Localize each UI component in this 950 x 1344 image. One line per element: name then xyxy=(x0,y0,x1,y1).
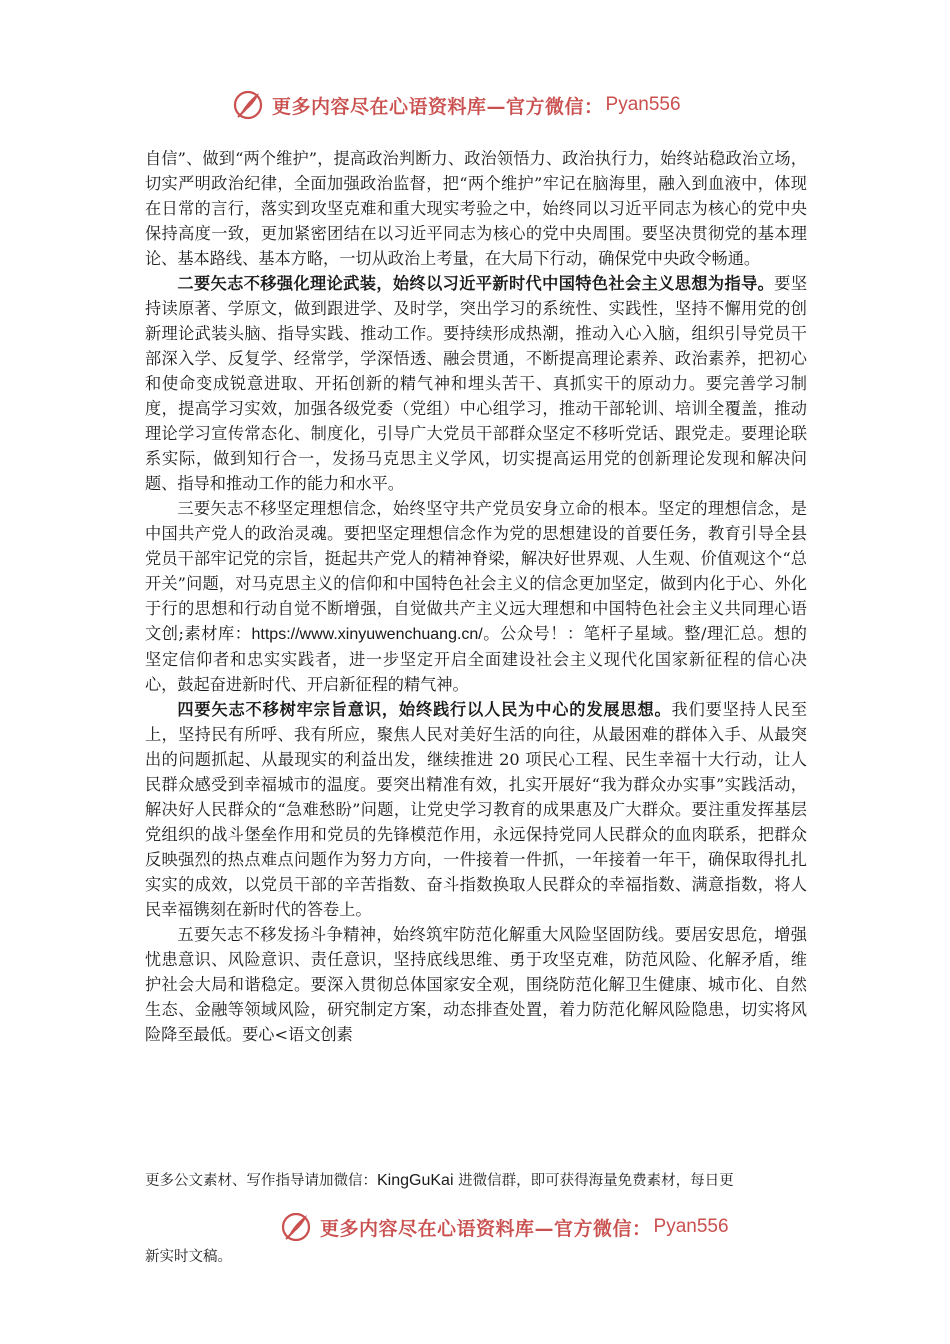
paragraph-5: 五要矢志不移发扬斗争精神，始终筑牢防范化解重大风险坚固防线。要居安思危，增强忧患意识、风险意识、责任意识，坚持底线思维、勇于攻坚克难，防范风险、化解矛盾，维护社会大局和谐稳定。要深入贯彻总体国家安全观，围绕防范化解卫生健康、城市化、自然生态、金融等领域风险，研究制定方案，动态排查处置，着力防范化解风险隐患，切实将风险降至最低。要心<语文创素 xyxy=(145,925,807,1044)
paragraph-4-body: 我们要坚持人民至上，坚持民有所呼、我有所应，聚焦人民对美好生活的向往，从最困难的群体入手、从最突出的问题抓起、从最现实的利益出发，继续推进 20 项民心工程、民生幸福十大行动，让人民群众感受到幸福城市的温度。要突出精准有效，扎实开展好“我为群众办实事”实践活动，解决好人民群众的“急难愁盼”问题，让党史学习教育的成果惠及广大群众。要注重发挥基层党组织的战斗堡垒作用和党员的先锋模范作用，永远保持党同人民群众的血肉联系，把群众反映强烈的热点难点问题作为努力方向，一件接着一件抓，一年接着一年干，确保取得扎扎实实的成效，以党员干部的辛苦指数、奋斗指数换取人民群众的幸福指数、满意指数，将人民幸福镌刻在新时代的答卷上。 xyxy=(145,700,808,919)
feather-quill-icon xyxy=(280,1211,312,1243)
footer-tail: 新实时文稿。 xyxy=(145,1249,232,1265)
paragraph-3-text-a: 三要矢志不移坚定理想信念，始终坚守共产党员安身立命的根本。坚定的理想信念，是中国共产党人的政治灵魂。要把坚定理想信念作为党的思想建设的首要任务，教育引导全县党员干部牢记党的宗旨，挺起共产党人的精神脊梁，解决好世界观、人生观、价值观这个“总开关”问题，对马克思主义的信仰和中国特色社会主义的信念更加坚定，做到内化于心、外化于行的思想和行动自觉不断增强，自觉做共产主义远大理想和中国特色社会主义共同理心语文创;素材库： xyxy=(145,499,807,643)
top-watermark xyxy=(232,88,681,122)
document-body xyxy=(145,146,807,1047)
feather-quill-icon xyxy=(232,89,264,121)
paragraph-4 xyxy=(145,697,807,922)
paragraph-3 xyxy=(145,496,807,697)
watermark-text: 更多内容尽在心语资料库—官方微信： xyxy=(272,95,604,118)
paragraph-2-lead: 二要矢志不移强化理论武装，始终以习近平新时代中国特色社会主义思想为指导。 xyxy=(177,274,775,293)
watermark-id: Pyan556 xyxy=(605,94,681,115)
footer-note xyxy=(145,1170,807,1192)
paragraph-1: 自信”、做到“两个维护”，提高政治判断力、政治领悟力、政治执行力，始终站稳政治立场，切实严明政治纪律，全面加强政治监督，把“两个维护”牢记在脑海里，融入到血液中，体现在日常的言行，落实到攻坚克难和重大现实考验之中，始终同以习近平同志为核心的党中央保持高度一致，更加紧密团结在以习近平同志为核心的党中央周围。要坚决贯彻党的基本理论、基本路线、基本方略，一切从政治上考量，在大局下行动，确保党中央政令畅通。 xyxy=(145,149,807,268)
paragraph-3-text-b: 。公众号！：笔杆子星域。整/理汇总。想的坚定信仰者和忠实实践者，进一步坚定开启全面建设社会主义现代化国家新征程的信心决心，鼓起奋进新时代、开启新征程的精气神。 xyxy=(145,624,807,694)
bottom-watermark xyxy=(280,1210,729,1244)
paragraph-4-lead: 四要矢志不移树牢宗旨意识，始终践行以人民为中心的发展思想。 xyxy=(177,700,672,719)
source-url-link[interactable]: https://www.xinyuwenchuang.cn/ xyxy=(251,626,483,643)
watermark-text: 更多内容尽在心语资料库—官方微信： xyxy=(320,1217,652,1240)
footer-note-text-b: 进微信群，即可获得海量免费素材，每日更 xyxy=(453,1173,734,1189)
paragraph-2-body: 要坚持读原著、学原文，做到跟进学、及时学，突出学习的系统性、实践性，坚持不懈用党的创新理论武装头脑、指导实践、推动工作。要持续形成热潮，推动入心入脑，组织引导党员干部深入学、反复学、经常学，学深悟透、融会贯通，不断提高理论素养、政治素养，把初心和使命变成锐意进取、开拓创新的精气神和埋头苦干、真抓实干的原动力。要完善学习制度，提高学习实效，加强各级党委（党组）中心组学习，推动干部轮训、培训全覆盖，推动理论学习宣传常态化、制度化，引导广大党员干部群众坚定不移听党话、跟党走。要理论联系实际，做到知行合一，发扬马克思主义学风，切实提高运用党的创新理论发现和解决问题、指导和推动工作的能力和水平。 xyxy=(145,274,808,493)
watermark-id: Pyan556 xyxy=(653,1216,729,1237)
paragraph-2 xyxy=(145,271,807,496)
footer-wechat-id: KingGuKai xyxy=(377,1172,454,1189)
footer-note-text-a: 更多公文素材、写作指导请加微信： xyxy=(145,1173,377,1189)
